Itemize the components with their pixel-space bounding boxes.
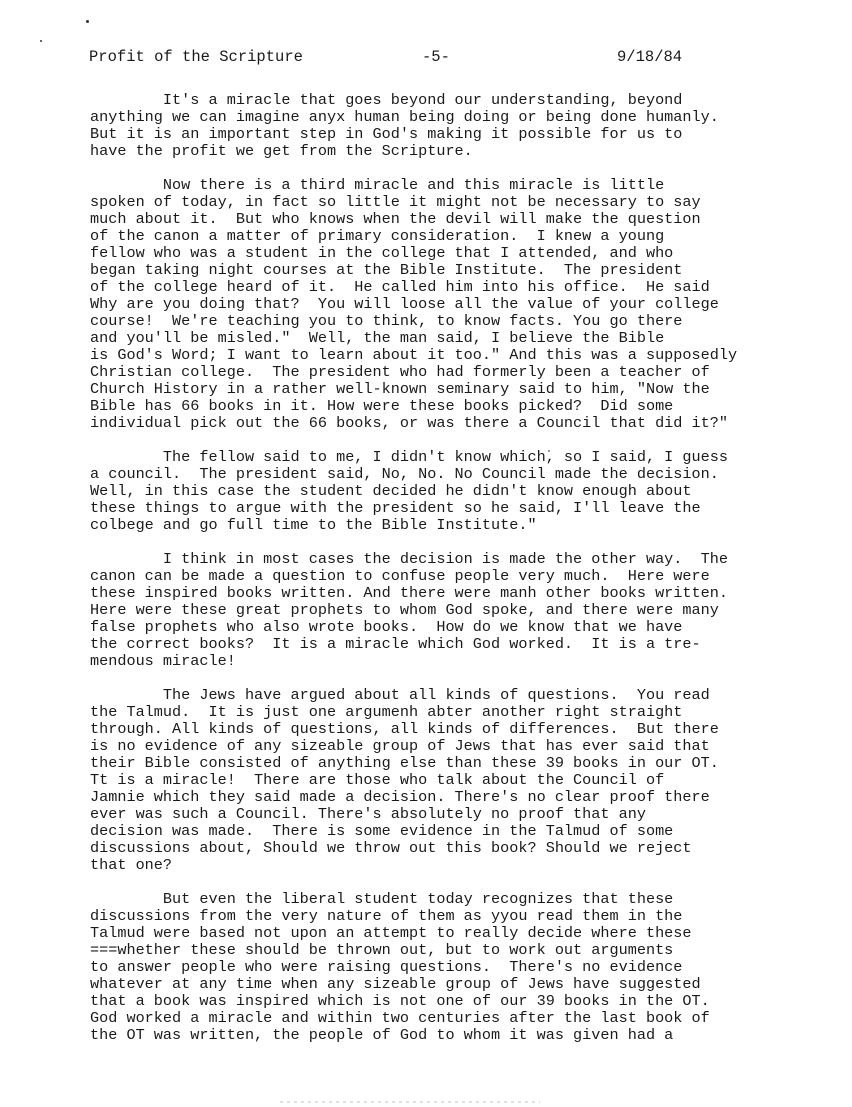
text-line: began taking night courses at the Bible Institute. The president	[90, 261, 683, 279]
text-line: that a book was inspired which is not one of our 39 books in the OT.	[90, 992, 710, 1010]
text-line: anything we can imagine anyx human being doing or being done humanly.	[90, 108, 719, 126]
text-line: God worked a miracle and within two centuries after the last book of	[90, 1009, 710, 1027]
text-line: ===whether these should be thrown out, but to work out arguments	[90, 941, 674, 959]
paragraph	[90, 92, 830, 160]
text-line: have the profit we get from the Scripture.	[90, 142, 473, 160]
text-line: and you'll be misled." Well, the man said, I believe the Bible	[90, 329, 665, 347]
paragraph	[90, 551, 830, 670]
paragraph	[90, 687, 830, 874]
text-line: But even the liberal student today recognizes that these	[90, 890, 674, 908]
text-line: false prophets who also wrote books. How do we know that we have	[90, 618, 683, 636]
scan-speck	[86, 20, 89, 23]
text-line: whatever at any time when any sizeable group of Jews have suggested	[90, 975, 701, 993]
text-line: mendous miracle!	[90, 652, 236, 670]
text-line: these things to argue with the president so he said, I'll leave the	[90, 499, 701, 517]
text-line: It's a miracle that goes beyond our understanding, beyond	[90, 91, 683, 109]
text-line: Jamnie which they said made a decision. There's no clear proof there	[90, 788, 710, 806]
text-line: Tt is a miracle! There are those who talk about the Council of	[90, 771, 665, 789]
text-line: the OT was written, the people of God to whom it was given had a	[90, 1026, 674, 1044]
scan-speck	[40, 40, 42, 42]
header-title: Profit of the Scripture	[89, 48, 303, 66]
text-line: ever was such a Council. There's absolutely no proof that any	[90, 805, 646, 823]
text-line: spoken of today, in fact so little it might not be necessary to say	[90, 193, 701, 211]
page-header	[89, 47, 789, 69]
text-line: that one?	[90, 856, 173, 874]
text-line: is no evidence of any sizeable group of Jews that has ever said that	[90, 737, 710, 755]
text-line: Here were these great prophets to whom God spoke, and there were many	[90, 601, 719, 619]
text-line: of the canon a matter of primary consideration. I knew a young	[90, 227, 665, 245]
header-date: 9/18/84	[617, 48, 683, 66]
text-line: Church History in a rather well-known seminary said to him, "Now the	[90, 380, 710, 398]
text-line: The fellow said to me, I didn't know which, so I said, I guess	[90, 448, 728, 466]
text-line: But it is an important step in God's making it possible for us to	[90, 125, 683, 143]
text-line: their Bible consisted of anything else than these 39 books in our OT.	[90, 754, 719, 772]
scan-artifact	[280, 1101, 540, 1103]
text-line: discussions from the very nature of them as yyou read them in the	[90, 907, 683, 925]
text-line: the Talmud. It is just one argumenh abter another right straight	[90, 703, 683, 721]
text-line: through. All kinds of questions, all kinds of differences. But there	[90, 720, 719, 738]
header-page-number: -5-	[422, 48, 450, 66]
text-line: Christian college. The president who had formerly been a teacher of	[90, 363, 710, 381]
text-line: the correct books? It is a miracle which God worked. It is a tre-	[90, 635, 701, 653]
text-line: discussions about, Should we throw out this book? Should we reject	[90, 839, 692, 857]
text-line: to answer people who were raising questions. There's no evidence	[90, 958, 683, 976]
text-line: much about it. But who knows when the devil will make the question	[90, 210, 701, 228]
text-line: is God's Word; I want to learn about it too." And this was a supposedly	[90, 346, 738, 364]
paragraph	[90, 177, 830, 432]
text-line: canon can be made a question to confuse people very much. Here were	[90, 567, 710, 585]
text-line: Well, in this case the student decided he didn't know enough about	[90, 482, 692, 500]
text-line: I think in most cases the decision is made the other way. The	[90, 550, 728, 568]
text-line: Talmud were based not upon an attempt to really decide where these	[90, 924, 692, 942]
text-line: a council. The president said, No, No. No Council made the decision.	[90, 465, 719, 483]
text-line: Bible has 66 books in it. How were these books picked? Did some	[90, 397, 674, 415]
paragraph	[90, 891, 830, 1044]
text-line: Why are you doing that? You will loose all the value of your college	[90, 295, 719, 313]
paragraph	[90, 449, 830, 534]
document-body	[90, 92, 830, 1061]
text-line: Now there is a third miracle and this miracle is little	[90, 176, 665, 194]
text-line: individual pick out the 66 books, or was there a Council that did it?"	[90, 414, 728, 432]
text-line: fellow who was a student in the college that I attended, and who	[90, 244, 674, 262]
text-line: of the college heard of it. He called him into his office. He said	[90, 278, 710, 296]
text-line: colbege and go full time to the Bible Institute."	[90, 516, 537, 534]
text-line: course! We're teaching you to think, to know facts. You go there	[90, 312, 683, 330]
text-line: decision was made. There is some evidence in the Talmud of some	[90, 822, 674, 840]
text-line: The Jews have argued about all kinds of questions. You read	[90, 686, 710, 704]
text-line: these inspired books written. And there were manh other books written.	[90, 584, 728, 602]
